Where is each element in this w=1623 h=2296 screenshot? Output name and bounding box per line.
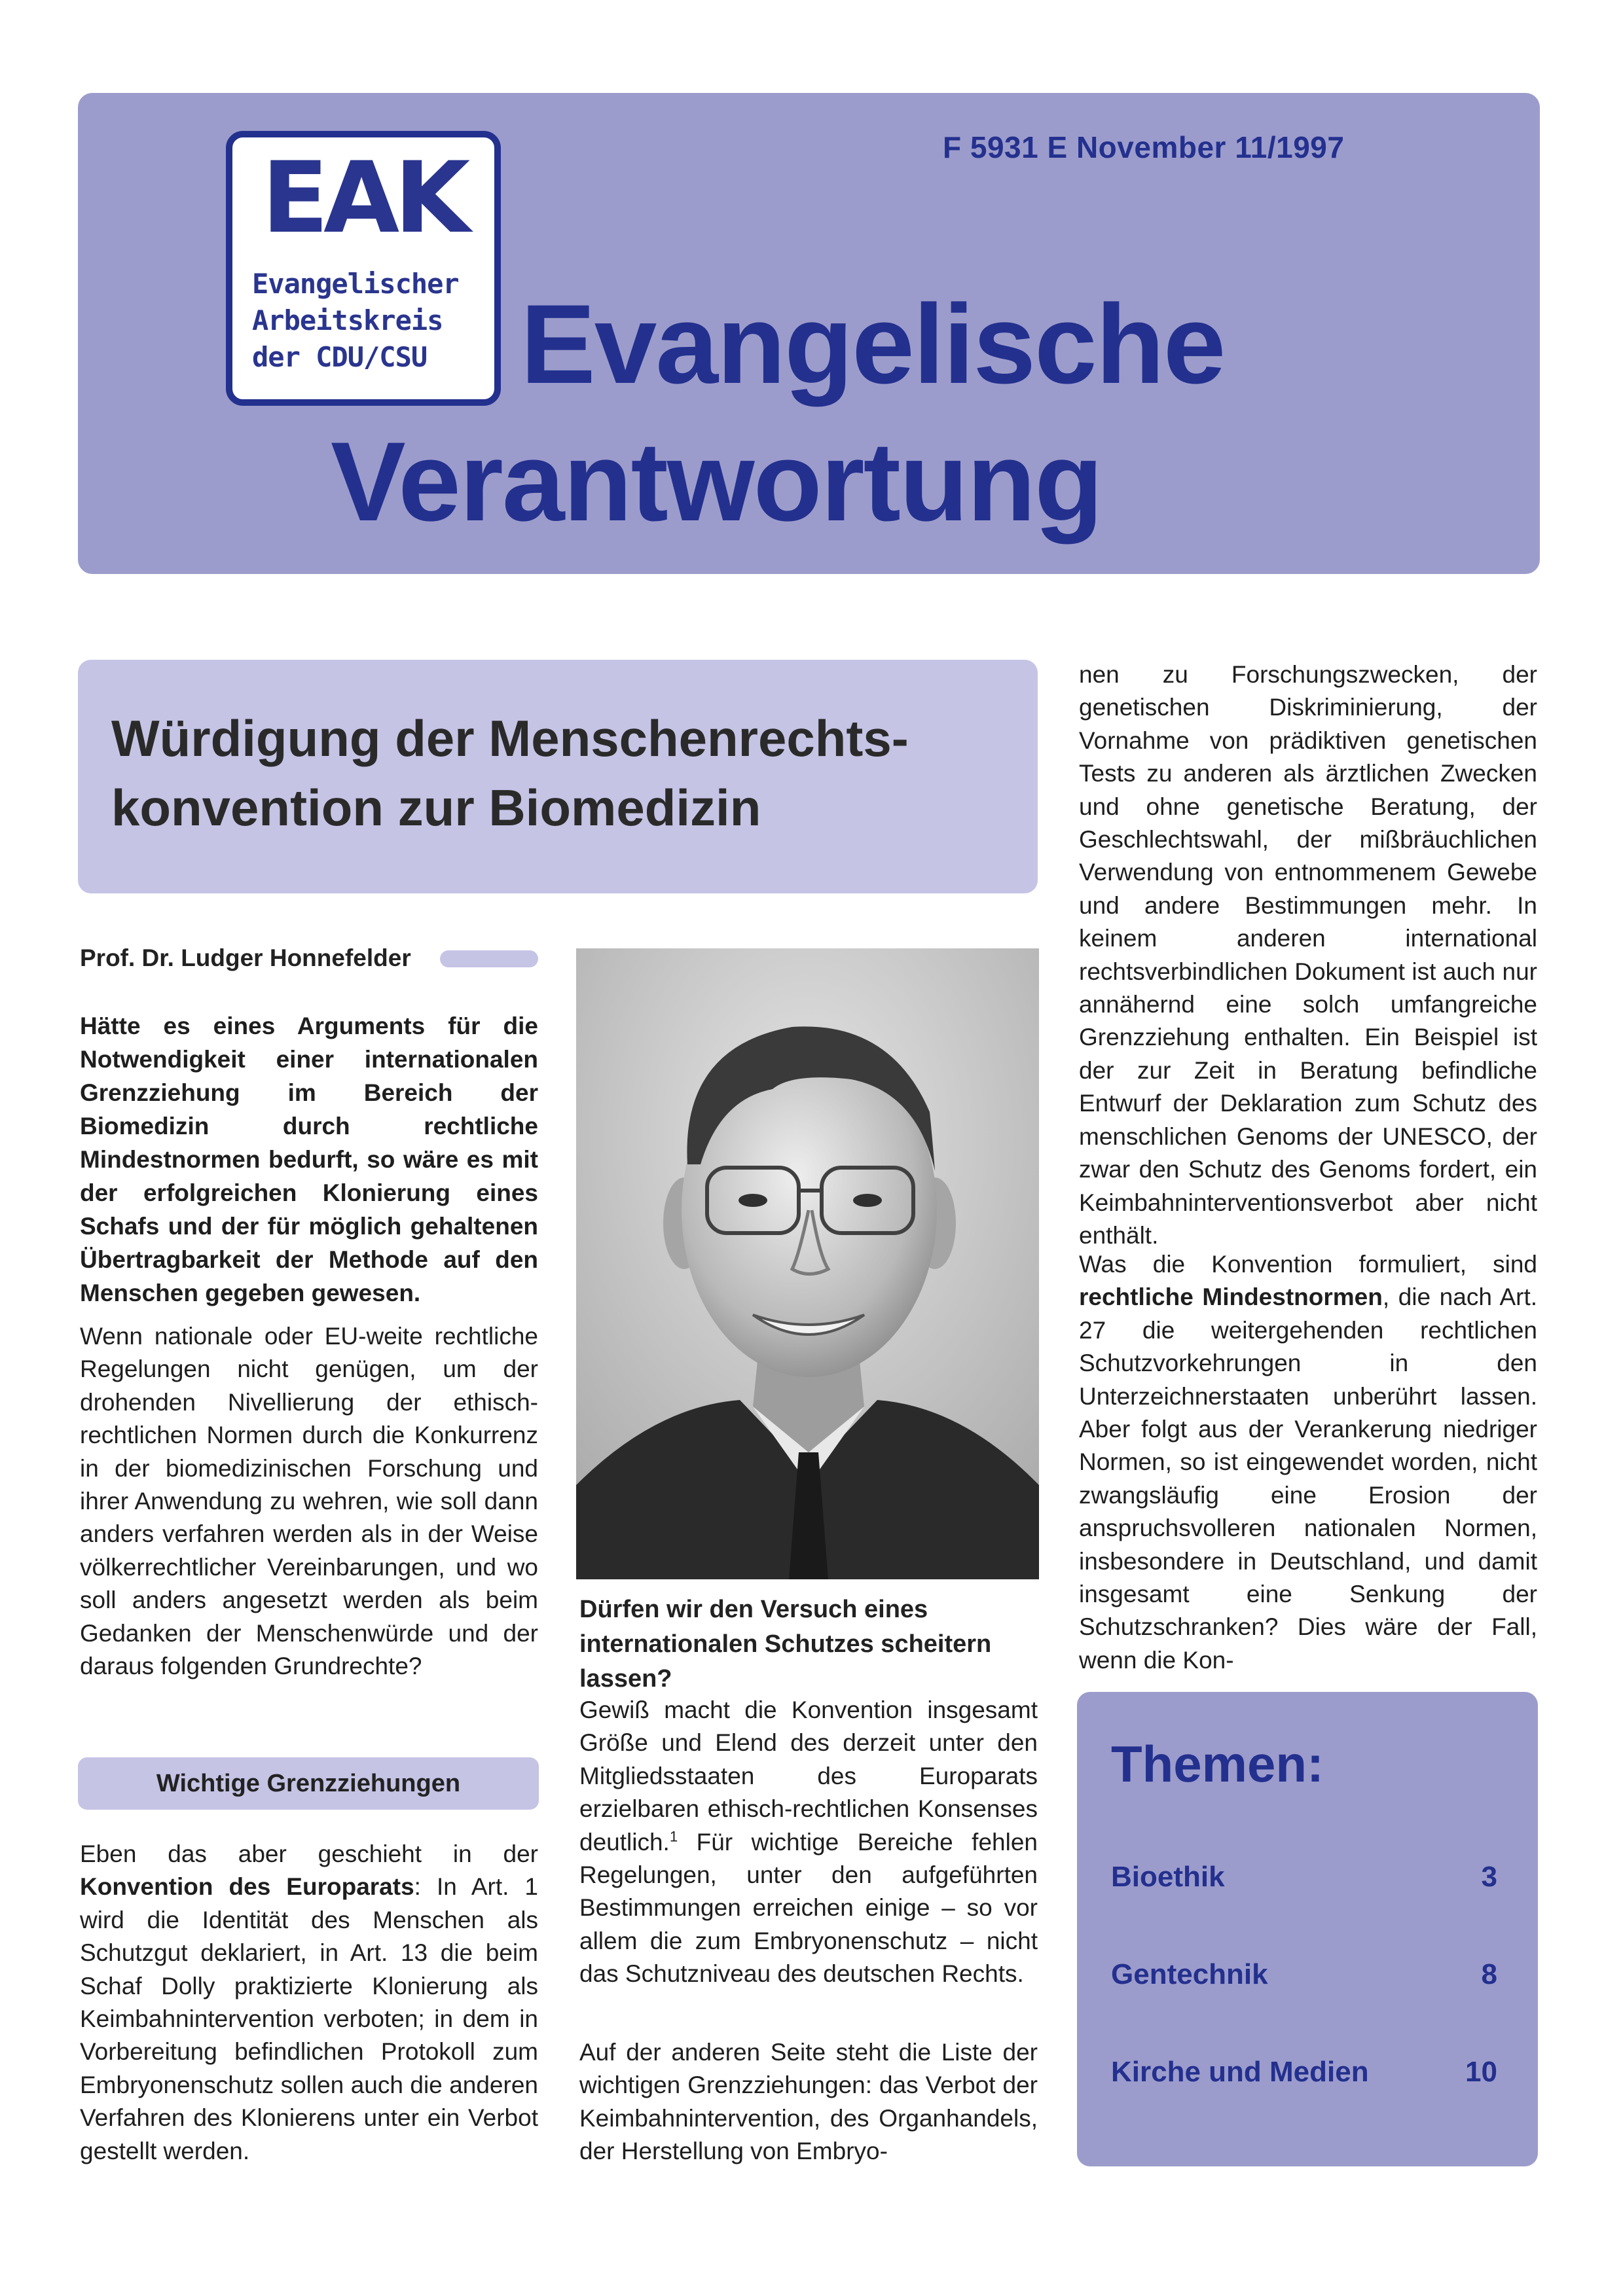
logo-line: der CDU/CSU xyxy=(252,341,428,373)
footnote-marker: 1 xyxy=(669,1828,678,1845)
article-headline xyxy=(111,704,1028,842)
text-run: Was die Konvention formuliert, sind xyxy=(1079,1251,1537,1278)
topic-entry[interactable] xyxy=(1111,1857,1497,1897)
headline-line: Würdigung der Menschenrechts- xyxy=(111,709,909,767)
section-subheading: Wichtige Grenzziehungen xyxy=(78,1757,539,1810)
headline-line: konvention zur Biomedizin xyxy=(111,779,761,836)
text-run: Gewiß macht die Konvention insgesamt Größe und Elend des derzeit unter den Mitgliedsstaaten des Europarats erzielbaren ethisch-rechtlichen Konsenses deutlich. xyxy=(579,1696,1038,1856)
topic-label: Bioethik xyxy=(1111,1861,1225,1893)
topic-page: 3 xyxy=(1481,1861,1497,1893)
topic-page: 10 xyxy=(1465,2056,1497,2088)
topic-page: 8 xyxy=(1481,1958,1497,1990)
publication-title-line2: Verantwortung xyxy=(331,419,1103,545)
text-run: : In Art. 1 wird die Identität des Menschen als Schutzgut deklariert, in Art. 13 die beim Schaf Dolly praktizierte Klonierung als Keimbahnintervention verboten; in dem in Vorbereitung befindlichen Protokoll zum Embryonenschutz sollen auch die anderen Verfahren des Klonierens unter ein Verbot gestellt werden. xyxy=(80,1873,538,2164)
author-portrait xyxy=(576,948,1039,1579)
body-paragraph xyxy=(80,1838,538,2168)
logo-line: Evangelischer xyxy=(252,268,459,300)
topic-label: Kirche und Medien xyxy=(1111,2056,1369,2088)
text-run: Eben das aber geschieht in der xyxy=(80,1840,538,1867)
photo-caption: Dürfen wir den Versuch eines internationalen Schutzes scheitern lassen? xyxy=(579,1596,992,1693)
author-name: Prof. Dr. Ludger Honnefelder xyxy=(80,944,411,971)
logo-mark: EAK xyxy=(261,141,465,255)
author-divider xyxy=(440,950,538,967)
emphasis: rechtliche Mindestnormen xyxy=(1079,1283,1383,1311)
logo-text xyxy=(252,266,481,376)
body-paragraph: nen zu Forschungszwecken, der genetischen Diskriminierung, der Vornahme von prädiktiven genetischen Tests zu anderen als ärztlichen Zwecken und ohne genetische Beratung, der Geschlechtswahl, der mißbräuchlichen Verwendung von entnommenem Gewebe und andere Bestimmungen mehr. In keinem anderen international rechtsverbindlichen Dokument ist auch nur annähernd eine solch umfangreiche Grenzziehung enthalten. Ein Beispiel ist der zur Zeit in Beratung befindliche Entwurf der Deklaration zum Schutz des menschlichen Genoms der UNESCO, der zwar den Schutz des Genoms fordert, ein Keimbahninterventionsverbot aber nicht enthält. xyxy=(1079,661,1537,1249)
body-paragraph xyxy=(1079,1248,1537,1677)
topic-label: Gentechnik xyxy=(1111,1958,1268,1990)
publication-title-line1: Evangelische xyxy=(520,281,1225,407)
body-paragraph: Auf der anderen Seite steht die Liste der wichtigen Grenzziehungen: das Verbot der Keimbahnintervention, des Organhandels, der Herstellung von Embryo- xyxy=(579,2039,1038,2165)
body-paragraph xyxy=(579,1694,1038,1991)
logo-line: Arbeitskreis xyxy=(252,304,443,336)
text-run: Für wichtige Bereiche fehlen Regelungen, unter den aufgeführten Bestimmungen erreichen einige – so vor allem die zum Embryonenschutz – nicht das Schutzniveau des deutschen Rechts. xyxy=(579,1828,1038,1988)
topics-title: Themen: xyxy=(1111,1735,1324,1793)
emphasis: Konvention des Europarats xyxy=(80,1873,414,1901)
portrait-illustration xyxy=(576,948,1039,1579)
eak-logo xyxy=(226,131,501,406)
text-run: , die nach Art. 27 die weitergehenden rechtlichen Schutzvorkehrungen in den Unterzeichnerstaaten unberührt lassen. Aber folgt aus der Verankerung niedriger Normen, so ist eingewendet worden, nicht zwangsläufig eine Erosion der anspruchsvolleren nationalen Normen, insbesondere in Deutschland, und damit insgesamt eine Senkung der Schutzschranken? Dies wäre der Fall, wenn die Kon- xyxy=(1079,1283,1538,1674)
issue-line: F 5931 E November 11/1997 xyxy=(943,130,1345,164)
topic-entry[interactable] xyxy=(1111,1955,1497,1994)
lead-paragraph: Hätte es eines Arguments für die Notwendigkeit einer internationalen Grenzziehung im Bereich der Biomedizin durch rechtliche Mindestnormen bedurft, so wäre es mit der erfolgreichen Klonierung eines Schafs und der für möglich gehaltenen Übertragbarkeit der Methode auf den Menschen gegeben gewesen. xyxy=(80,1013,538,1306)
body-paragraph: Wenn nationale oder EU-weite rechtliche Regelungen nicht genügen, um der drohenden Nivellierung der ethisch-rechtlichen Normen durch die Konkurrenz in der biomedizinischen Forschung und ihrer Anwendung zu wehren, wie soll dann anders verfahren werden als in der Weise völkerrechtlicher Vereinbarungen, und wo soll anders angesetzt werden als beim Gedanken der Menschenwürde und der daraus folgenden Grundrechte? xyxy=(80,1323,538,1680)
topic-entry[interactable] xyxy=(1111,2053,1497,2092)
